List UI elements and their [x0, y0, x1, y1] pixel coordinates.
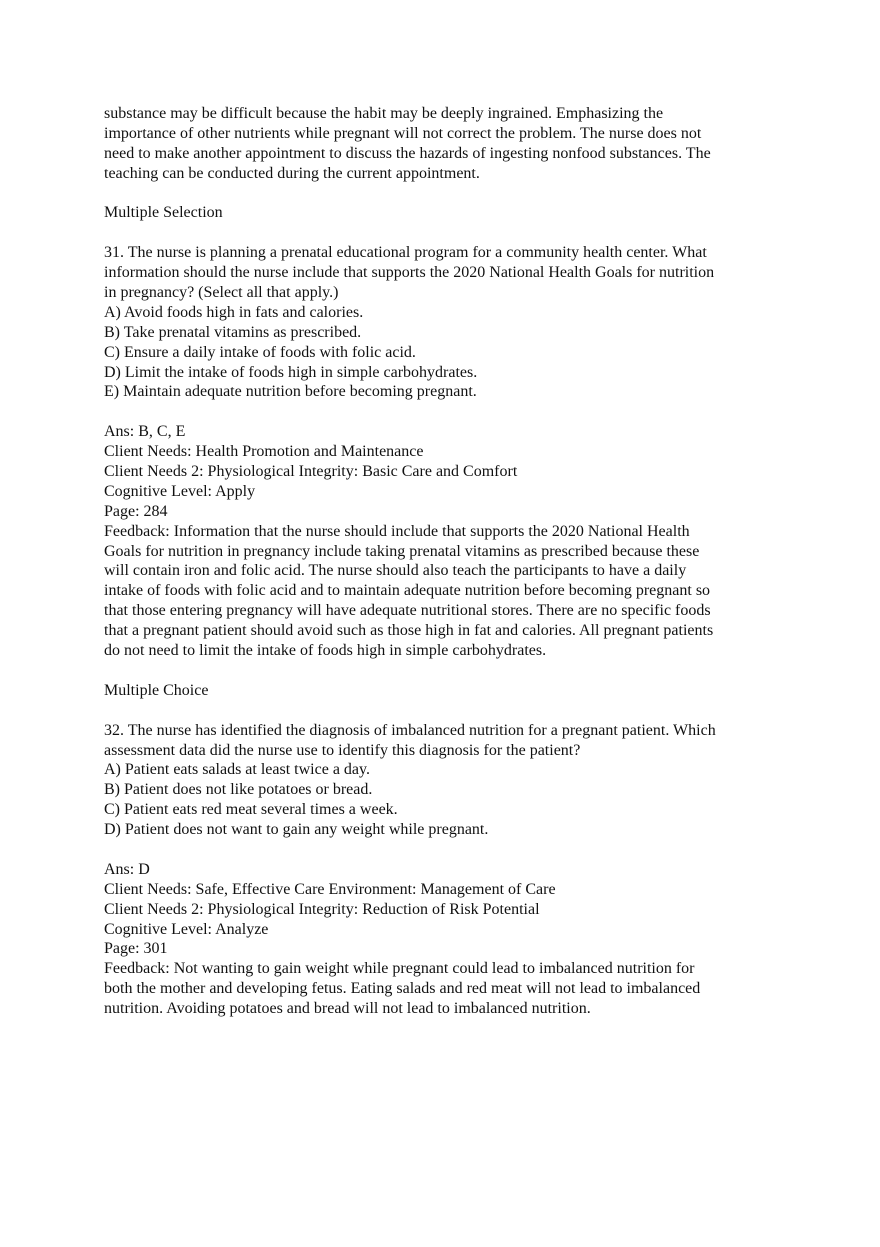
text-line: assessment data did the nurse use to identify this diagnosis for the patient?	[104, 741, 581, 759]
answer-options	[104, 303, 784, 402]
question-metadata	[104, 860, 784, 959]
question-stem	[104, 243, 784, 303]
option-e: E) Maintain adequate nutrition before becoming pregnant.	[104, 383, 477, 401]
client-needs-2: Client Needs 2: Physiological Integrity: Basic Care and Comfort	[104, 463, 518, 481]
text-line: 32. The nurse has identified the diagnosis of imbalanced nutrition for a pregnant patient. Which	[104, 721, 716, 739]
intro-paragraph	[104, 104, 784, 184]
text-line: Feedback: Not wanting to gain weight while pregnant could lead to imbalanced nutrition for	[104, 960, 695, 978]
section-heading-multiple-selection: Multiple Selection	[104, 204, 223, 222]
blank-line	[104, 402, 784, 422]
option-a: A) Avoid foods high in fats and calories.	[104, 303, 364, 321]
text-line: nutrition. Avoiding potatoes and bread will not lead to imbalanced nutrition.	[104, 1000, 591, 1018]
text-line: importance of other nutrients while pregnant will not correct the problem. The nurse does not	[104, 124, 702, 142]
option-c: C) Patient eats red meat several times a week.	[104, 801, 398, 819]
question-stem	[104, 721, 784, 761]
page-reference: Page: 301	[104, 940, 168, 958]
text-line: that those entering pregnancy will have adequate nutritional stores. There are no specific foods	[104, 602, 711, 620]
text-line: 31. The nurse is planning a prenatal educational program for a community health center. What	[104, 244, 707, 262]
feedback	[104, 522, 784, 661]
blank-line	[104, 661, 784, 681]
feedback	[104, 959, 784, 1019]
answer-key: Ans: D	[104, 860, 150, 878]
text-line: teaching can be conducted during the current appointment.	[104, 164, 480, 182]
blank-line	[104, 701, 784, 721]
text-line: information should the nurse include that supports the 2020 National Health Goals for nutrition	[104, 264, 715, 282]
option-c: C) Ensure a daily intake of foods with folic acid.	[104, 343, 416, 361]
document-page	[104, 104, 784, 1019]
text-line: need to make another appointment to discuss the hazards of ingesting nonfood substances. The	[104, 144, 711, 162]
text-line: Feedback: Information that the nurse should include that supports the 2020 National Health	[104, 522, 690, 540]
text-line: Goals for nutrition in pregnancy include taking prenatal vitamins as prescribed because these	[104, 542, 700, 560]
text-line: will contain iron and folic acid. The nurse should also teach the participants to have a daily	[104, 562, 687, 580]
text-line: intake of foods with folic acid and to maintain adequate nutrition before becoming pregnant so	[104, 582, 711, 600]
blank-line	[104, 840, 784, 860]
option-d: D) Limit the intake of foods high in simple carbohydrates.	[104, 363, 478, 381]
option-b: B) Patient does not like potatoes or bread.	[104, 781, 373, 799]
option-a: A) Patient eats salads at least twice a day.	[104, 761, 370, 779]
text-line: both the mother and developing fetus. Eating salads and red meat will not lead to imbalanced	[104, 980, 701, 998]
cognitive-level: Cognitive Level: Apply	[104, 482, 256, 500]
page-reference: Page: 284	[104, 502, 168, 520]
blank-line	[104, 223, 784, 243]
section-heading-multiple-choice: Multiple Choice	[104, 681, 209, 699]
client-needs: Client Needs: Health Promotion and Maintenance	[104, 443, 424, 461]
question-metadata	[104, 422, 784, 521]
question-31	[104, 243, 784, 661]
answer-key: Ans: B, C, E	[104, 423, 186, 441]
text-line: that a pregnant patient should avoid such as those high in fat and calories. All pregnant patients	[104, 622, 714, 640]
answer-options	[104, 760, 784, 840]
text-line: do not need to limit the intake of foods high in simple carbohydrates.	[104, 642, 547, 660]
text-line: substance may be difficult because the habit may be deeply ingrained. Emphasizing the	[104, 105, 664, 122]
client-needs-2: Client Needs 2: Physiological Integrity: Reduction of Risk Potential	[104, 900, 540, 918]
client-needs: Client Needs: Safe, Effective Care Environment: Management of Care	[104, 880, 556, 898]
question-32	[104, 721, 784, 1019]
option-b: B) Take prenatal vitamins as prescribed.	[104, 323, 362, 341]
text-line: in pregnancy? (Select all that apply.)	[104, 284, 339, 302]
cognitive-level: Cognitive Level: Analyze	[104, 920, 269, 938]
blank-line	[104, 184, 784, 204]
option-d: D) Patient does not want to gain any weight while pregnant.	[104, 821, 489, 839]
